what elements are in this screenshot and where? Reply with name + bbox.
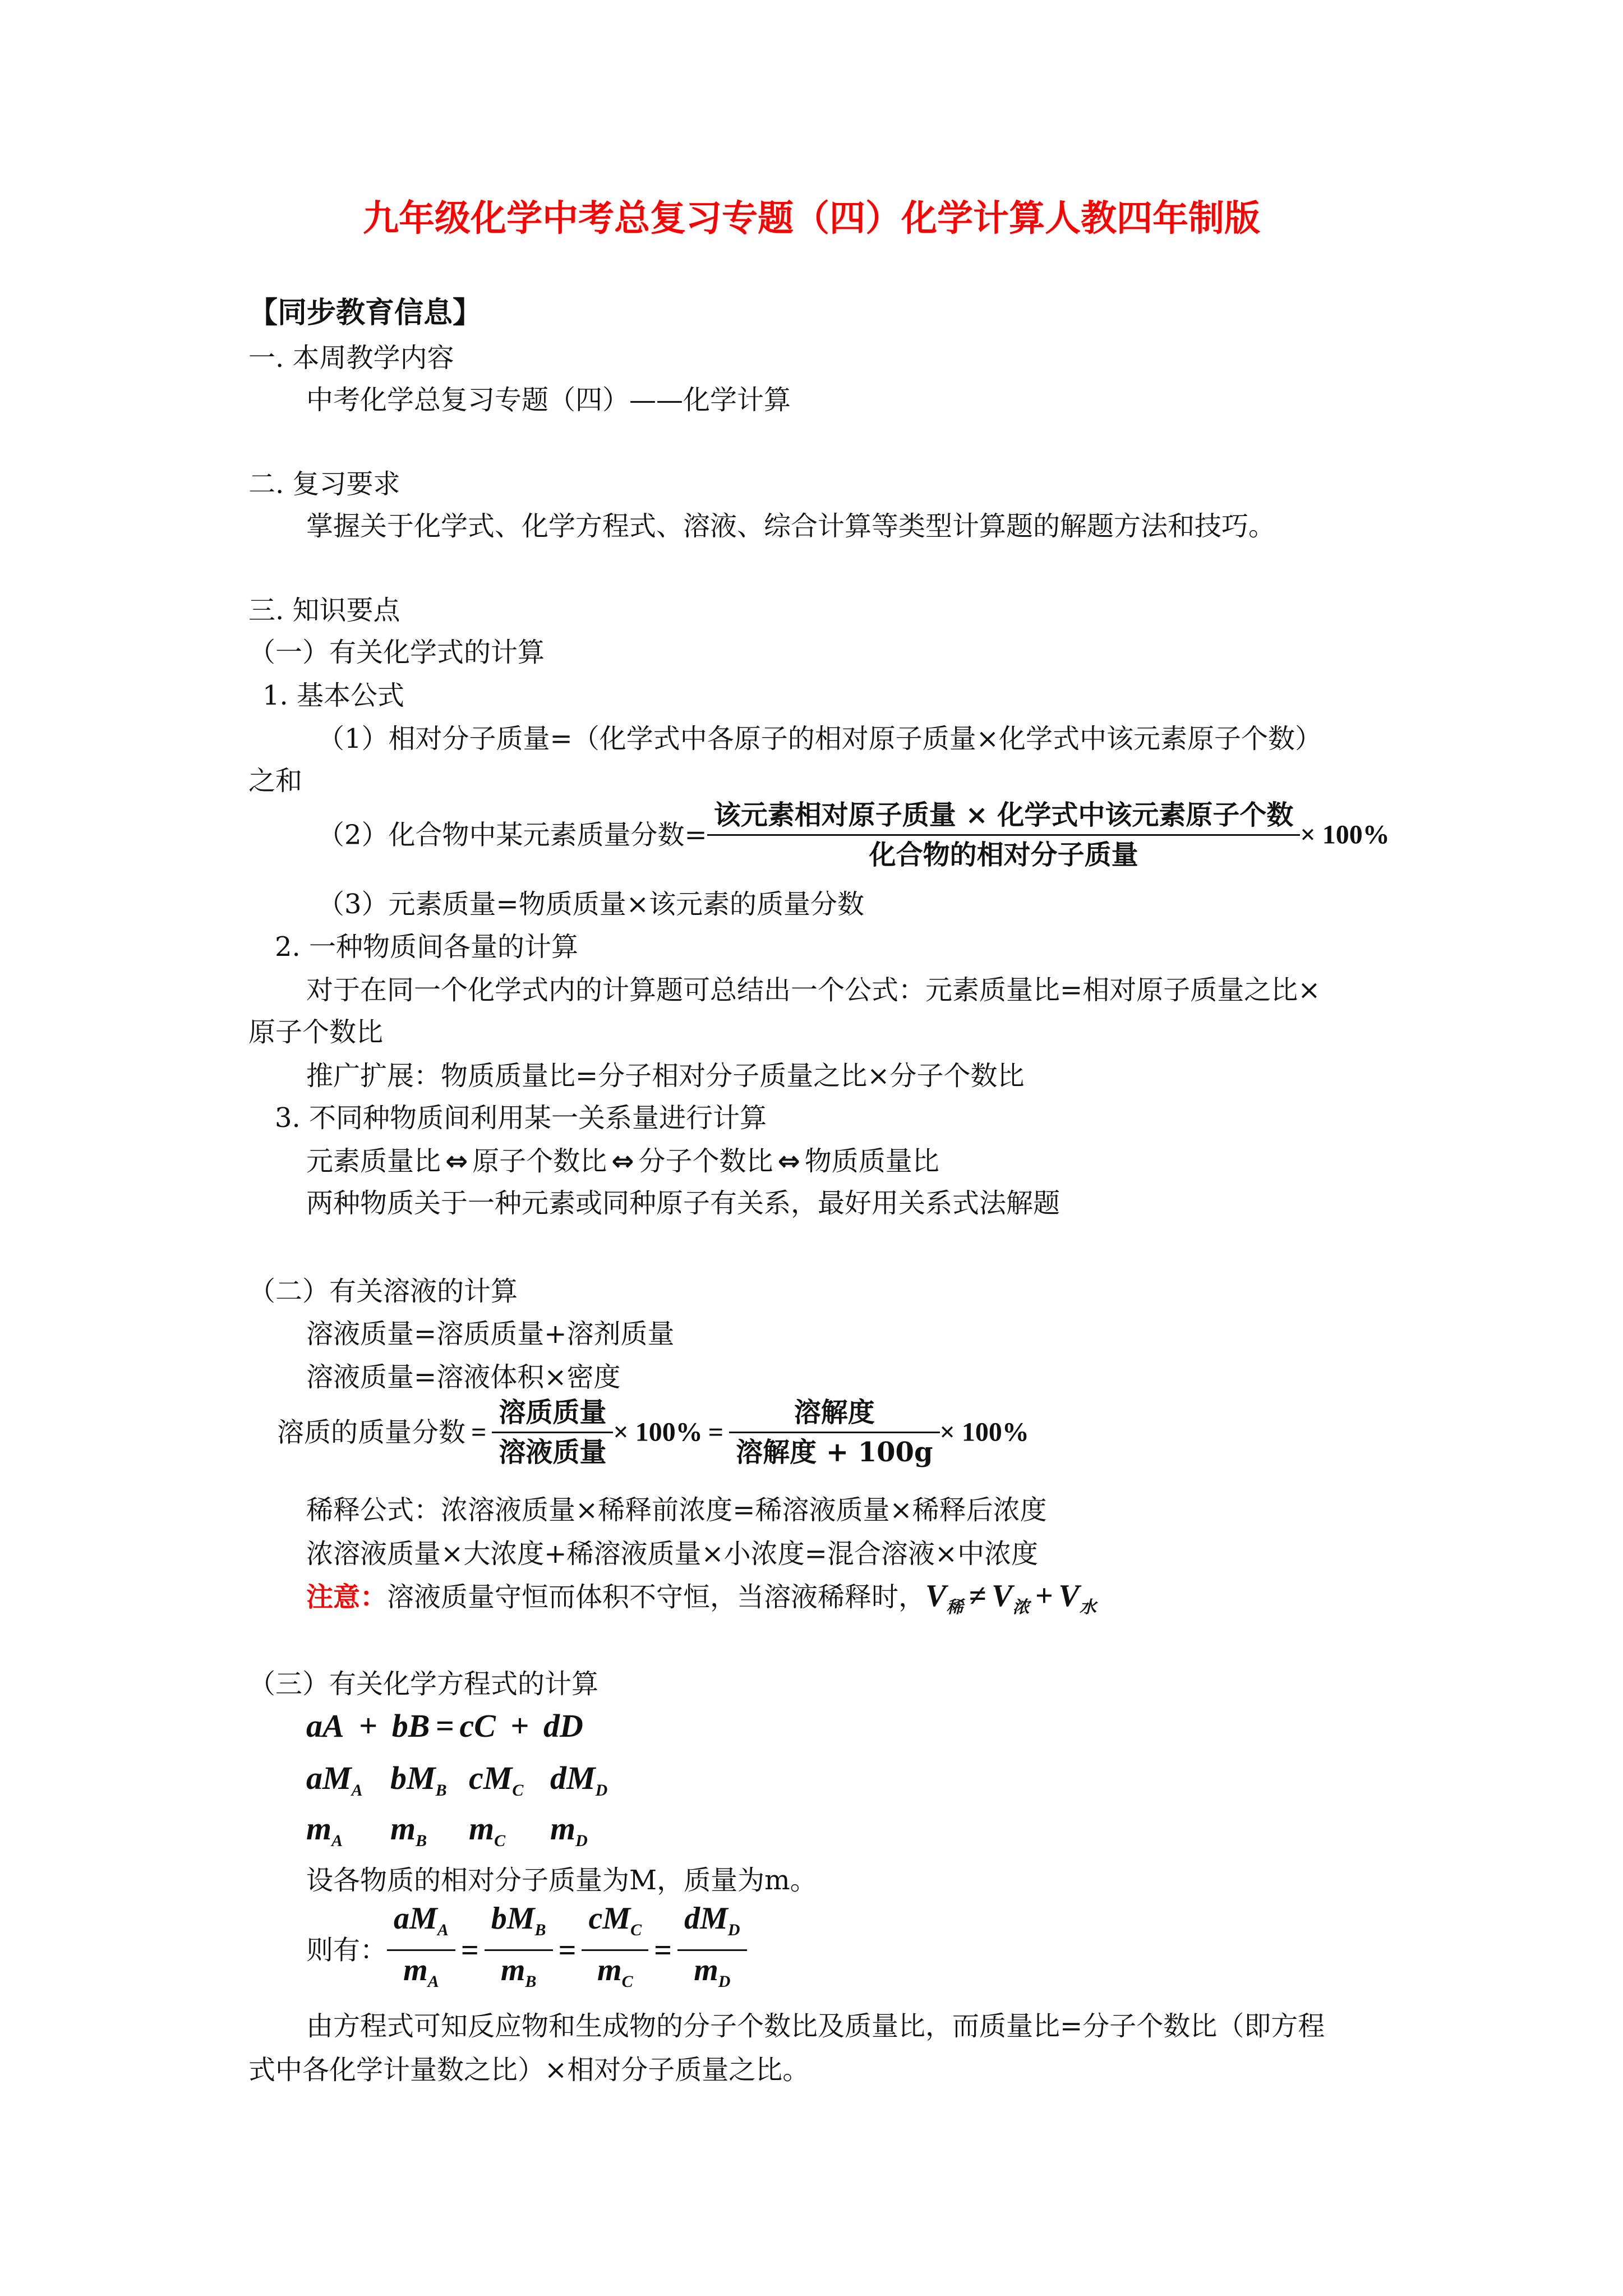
mass-fraction-label: 溶质的质量分数 xyxy=(277,1416,466,1448)
term-a: $aM_A$ xyxy=(306,1760,363,1800)
part-1-heading: （一）有关化学式的计算 xyxy=(248,637,545,668)
section-2-heading: 二. 复习要求 xyxy=(248,468,400,500)
equals-sign: = xyxy=(471,1417,487,1447)
solution-line-1: 溶液质量=溶质质量+溶剂质量 xyxy=(306,1318,675,1350)
solution-line-2: 溶液质量=溶液体积×密度 xyxy=(306,1361,621,1393)
item-2-text-a: 对于在同一个化学式内的计算题可总结出一个公式：元素质量比=相对原子质量之比× xyxy=(306,974,1321,1006)
ratio-d: $\frac{dM_D}{m_D}$ xyxy=(677,1903,746,1998)
ratio-c: $\frac{cM_C}{m_C}$ xyxy=(582,1903,648,1998)
fraction-b xyxy=(729,1397,939,1468)
mass-d: $m_D$ xyxy=(550,1810,588,1850)
mixing-formula: 浓溶液质量×大浓度+稀溶液质量×小浓度=混合溶液×中浓度 xyxy=(306,1538,1039,1570)
formula-3: （3）元素质量=物质质量×该元素的质量分数 xyxy=(317,889,864,920)
document-title: 九年级化学中考总复习专题（四）化学计算人教四年制版 xyxy=(363,197,1260,240)
chain-molecule-count-ratio: 分子个数比 xyxy=(638,1145,773,1177)
conclusion-line-b: 式中各化学计量数之比）×相对分子质量之比。 xyxy=(248,2054,810,2086)
formula-2-denominator: 化合物的相对分子质量 xyxy=(707,834,1301,871)
chain-atom-count-ratio: 原子个数比 xyxy=(472,1145,607,1177)
item-3-text: 两种物质关于一种元素或同种原子有关系，最好用关系式法解题 xyxy=(306,1188,1061,1219)
item-2-text-c: 推广扩展：物质质量比=分子相对分子质量之比×分子个数比 xyxy=(306,1060,1025,1092)
term-b: $bM_B$ xyxy=(390,1760,447,1800)
double-arrow-icon: ⇔ xyxy=(445,1145,468,1177)
molar-mass-row xyxy=(306,1761,634,1807)
formula-1-line-b: 之和 xyxy=(248,765,303,797)
ratio-a: $\frac{aM_A}{m_A}$ xyxy=(387,1903,455,1998)
mass-b: $m_B$ xyxy=(390,1810,427,1850)
term-d: $dM_D$ xyxy=(550,1760,608,1800)
note-label: 注意： xyxy=(306,1581,388,1613)
assumption-text: 设各物质的相对分子质量为M，质量为m。 xyxy=(306,1865,817,1896)
section-tag: 【同步教育信息】 xyxy=(248,296,482,330)
chain-substance-mass-ratio: 物质质量比 xyxy=(804,1145,939,1177)
formula-2-suffix: × 100% xyxy=(1300,820,1390,850)
dilution-formula: 稀释公式：浓溶液质量×稀释前浓度=稀溶液质量×稀释后浓度 xyxy=(306,1494,1047,1526)
fraction-b-numerator: 溶解度 xyxy=(794,1397,875,1428)
fraction-a-denominator: 溶液质量 xyxy=(492,1432,613,1468)
formula-2-prefix: （2）化合物中某元素质量分数= xyxy=(317,819,707,851)
item-1-heading: 1. 基本公式 xyxy=(262,680,405,711)
item-3-heading: 3. 不同种物质间利用某一关系量进行计算 xyxy=(275,1102,767,1134)
double-arrow-icon: ⇔ xyxy=(777,1145,800,1177)
note-line xyxy=(306,1579,1096,1625)
term-c: $cM_C$ xyxy=(469,1760,524,1800)
conclusion-line-a: 由方程式可知反应物和生成物的分子个数比及质量比，而质量比=分子个数比（即方程 xyxy=(306,2010,1325,2042)
part-3-heading: （三）有关化学方程式的计算 xyxy=(248,1668,599,1700)
fraction-b-denominator: 溶解度 + 100g xyxy=(729,1432,939,1468)
mass-fraction-formula xyxy=(277,1397,1029,1468)
mass-a: $m_A$ xyxy=(306,1810,343,1850)
formula-1-line-a: （1）相对分子质量=（化学式中各原子的相对原子质量×化学式中该元素原子个数） xyxy=(317,723,1322,754)
section-3-heading: 三. 知识要点 xyxy=(248,595,400,626)
ratio-equality: 则有： $\frac{aM_A}{m_A}$ = $\frac{bM_B}{m_B}$ = $\frac{cM_C}{m_C}$ = $\frac{dM_D}{m_D}$ xyxy=(306,1903,747,1998)
double-arrow-icon: ⇔ xyxy=(611,1145,634,1177)
mass-c: $m_C$ xyxy=(469,1810,506,1850)
section-1-text: 中考化学总复习专题（四）——化学计算 xyxy=(306,384,791,416)
section-1-heading: 一. 本周教学内容 xyxy=(248,342,454,374)
note-text: 溶液质量守恒而体积不守恒，当溶液稀释时， xyxy=(387,1581,926,1613)
fraction-a-numerator: 溶质质量 xyxy=(499,1397,607,1428)
volume-formula: $V_稀 \ne V_浓 + V_水$ xyxy=(925,1579,1096,1617)
part-2-heading: （二）有关溶液的计算 xyxy=(248,1276,518,1307)
formula-2-numerator: 该元素相对原子质量 × 化学式中该元素原子个数 xyxy=(713,799,1294,831)
percent-factor: × 100% xyxy=(613,1417,703,1447)
formula-2-fraction xyxy=(707,799,1301,871)
chain-element-mass-ratio: 元素质量比 xyxy=(306,1145,441,1177)
ratio-b: $\frac{bM_B}{m_B}$ xyxy=(485,1903,553,1998)
mass-row xyxy=(306,1812,634,1858)
item-2-text-b: 原子个数比 xyxy=(248,1016,384,1048)
percent-factor: × 100% xyxy=(939,1417,1029,1447)
fraction-a xyxy=(492,1397,613,1468)
item-2-heading: 2. 一种物质间各量的计算 xyxy=(275,931,579,963)
reaction-equation: aA + bB = cC + dD xyxy=(306,1708,583,1744)
formula-2 xyxy=(317,799,1390,871)
section-2-text: 掌握关于化学式、化学方程式、溶液、综合计算等类型计算题的解题方法和技巧。 xyxy=(306,510,1276,542)
equals-sign: = xyxy=(708,1417,724,1447)
then-label: 则有： xyxy=(306,1934,388,1966)
relation-chain xyxy=(306,1144,939,1178)
